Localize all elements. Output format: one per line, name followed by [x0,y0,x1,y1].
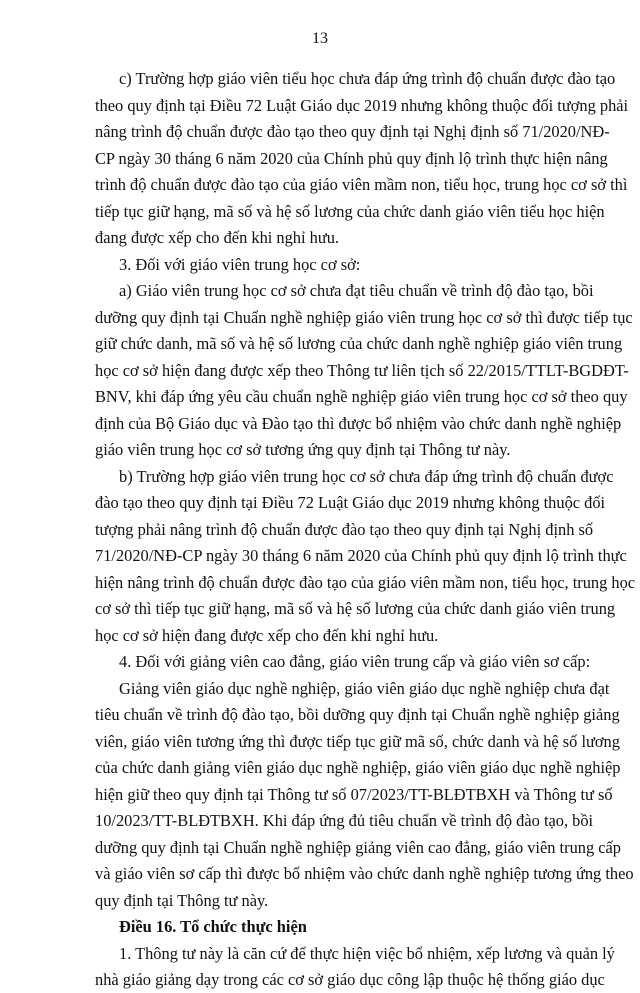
text-line: tượng phải nâng trình độ chuẩn được đào tạo theo quy định tại Nghị định số [95,519,594,539]
text-line: nâng trình độ chuẩn được đào tạo theo quy định tại Nghị định số 71/2020/NĐ- [95,122,610,141]
text-line: dưỡng quy định tại Chuẩn nghề nghiệp giảng viên cao đẳng, giáo viên trung cấp [95,837,621,857]
text-line: 71/2020/NĐ-CP ngày 30 tháng 6 năm 2020 của Chính phủ quy định lộ trình thực [95,546,627,565]
text-line: định của Bộ Giáo dục và Đào tạo thì được bổ nhiệm vào chức danh nghề nghiệp [95,413,622,433]
page-number: 13 [312,30,328,47]
text-line: 10/2023/TT-BLĐTBXH. Khi đáp ứng đủ tiêu chuẩn về trình độ đào tạo, bồi [95,811,594,830]
text-line: học cơ sở hiện đang được xếp cho đến khi nghỉ hưu. [95,625,439,645]
text-line: tiếp tục giữ hạng, mã số và hệ số lương của chức danh giáo viên tiểu học hiện [95,201,605,221]
text-line: 3. Đối với giáo viên trung học cơ sở: [119,254,361,274]
text-line: quy định tại Thông tư này. [95,890,269,910]
text-line: b) Trường hợp giáo viên trung học cơ sở chưa đáp ứng trình độ chuẩn được [119,466,614,486]
text-line: học cơ sở hiện đang được xếp theo Thông tư liên tịch số 22/2015/TTLT-BGDĐT- [95,360,629,380]
text-line: Giảng viên giáo dục nghề nghiệp, giáo viên giáo dục nghề nghiệp chưa đạt [119,678,610,698]
text-line: giữ chức danh, mã số và hệ số lương của chức danh nghề nghiệp giáo viên trung [95,334,623,353]
text-line: tiêu chuẩn về trình độ đào tạo, bồi dưỡng quy định tại Chuẩn nghề nghiệp giảng [95,705,620,724]
text-line: 1. Thông tư này là căn cứ để thực hiện việc bổ nhiệm, xếp lương và quản lý [119,943,615,963]
text-line: BNV, khi đáp ứng yêu cầu chuẩn nghề nghiệp giáo viên trung học cơ sở theo quy [95,387,628,406]
text-line: 4. Đối với giảng viên cao đẳng, giáo viên trung cấp và giáo viên sơ cấp: [119,652,591,671]
article-heading: Điều 16. Tổ chức thực hiện [119,917,307,936]
text-line: theo quy định tại Điều 72 Luật Giáo dục 2019 nhưng không thuộc đối tượng phải [95,95,629,115]
text-line: hiện giữ theo quy định tại Thông tư số 07/2023/TT-BLĐTBXH và Thông tư số [95,784,613,804]
text-line: a) Giáo viên trung học cơ sở chưa đạt tiêu chuẩn về trình độ đào tạo, bồi [119,281,594,300]
text-line: c) Trường hợp giáo viên tiểu học chưa đáp ứng trình độ chuẩn được đào tạo [119,69,616,88]
text-line: và giáo viên sơ cấp thì được bổ nhiệm vào chức danh nghề nghiệp tương ứng theo [95,864,634,883]
text-line: đang được xếp cho đến khi nghỉ hưu. [95,228,340,247]
text-line: CP ngày 30 tháng 6 năm 2020 của Chính phủ quy định lộ trình thực hiện nâng [95,148,608,168]
text-line: dưỡng quy định tại Chuẩn nghề nghiệp giáo viên trung học cơ sở thì được tiếp tục [95,307,633,327]
text-line: giáo viên trung học cơ sở tương ứng quy định tại Thông tư này. [95,440,511,459]
text-line: của chức danh giảng viên giáo dục nghề nghiệp, giáo viên giáo dục nghề nghiệp [95,758,621,777]
text-line: viên, giáo viên tương ứng thì được tiếp tục giữ mã số, chức danh và hệ số lương [95,731,620,751]
text-line: hiện nâng trình độ chuẩn được đào tạo của giáo viên mầm non, tiểu học, trung học [95,572,636,592]
text-line: cơ sở thì tiếp tục giữ hạng, mã số và hệ số lương của chức danh giáo viên trung [95,599,616,618]
text-line: trình độ chuẩn được đào tạo của giáo viên mầm non, tiểu học, trung học cơ sở thì [95,175,628,194]
text-line: đào tạo theo quy định tại Điều 72 Luật Giáo dục 2019 nhưng không thuộc đối [95,493,606,512]
text-line: nhà giáo giảng dạy trong các cơ sở giáo dục công lập thuộc hệ thống giáo dục [95,970,605,989]
